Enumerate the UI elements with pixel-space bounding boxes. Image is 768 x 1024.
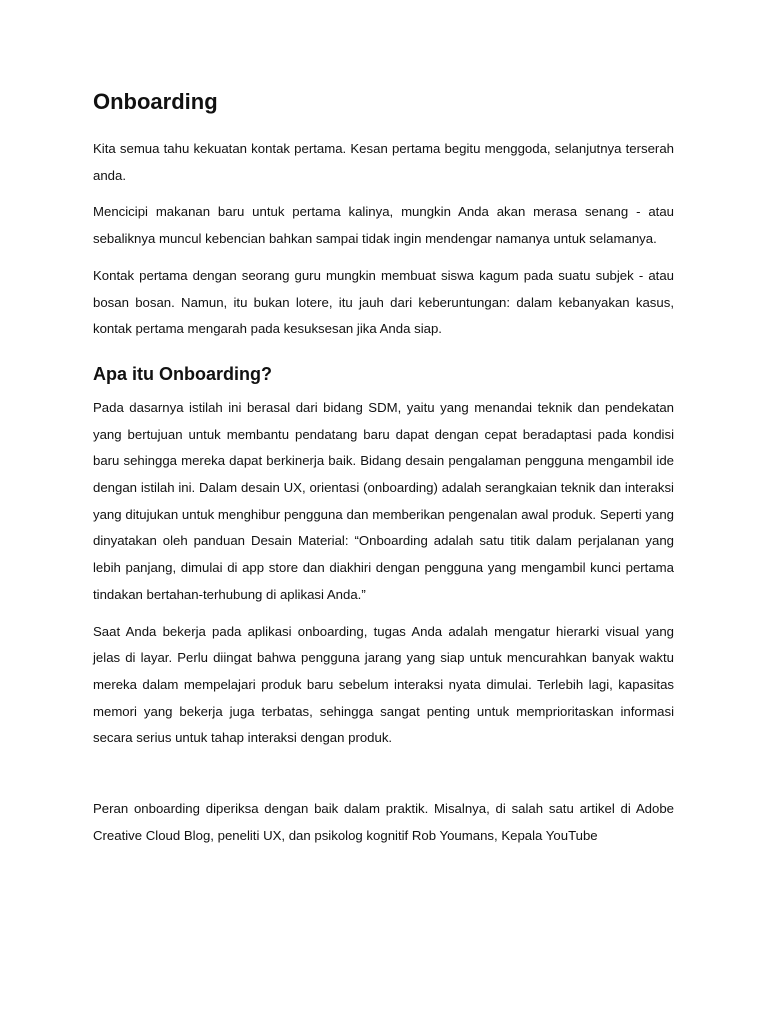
closing-paragraph: Peran onboarding diperiksa dengan baik dalam praktik. Misalnya, di salah satu artikel di Adobe Creative Cloud Blog, peneliti UX, dan psikolog kognitif Rob Youmans, Kepala YouTube xyxy=(93,801,674,843)
intro-paragraph-1: Kita semua tahu kekuatan kontak pertama. Kesan pertama begitu menggoda, selanjutnya terserah anda. xyxy=(93,141,674,183)
section-paragraph-2: Saat Anda bekerja pada aplikasi onboarding, tugas Anda adalah mengatur hierarki visual yang jelas di layar. Perlu diingat bahwa pengguna jarang yang siap untuk mencurahkan banyak waktu mereka dalam mempelajari produk baru sebelum interaksi nyata dimulai. Terlebih lagi, kapasitas memori yang bekerja juga terbatas, sehingga sangat penting untuk memprioritaskan informasi secara serius untuk tahap interaksi dengan produk. xyxy=(93,623,674,746)
intro-paragraph-2: Mencicipi makanan baru untuk pertama kalinya, mungkin Anda akan merasa senang - atau sebaliknya muncul kebencian bahkan sampai tidak ingin mendengar namanya untuk selamanya. xyxy=(93,204,674,247)
paragraph-spacer xyxy=(93,762,674,796)
section-heading: Apa itu Onboarding? xyxy=(93,363,272,384)
intro-paragraph-3: Kontak pertama dengan seorang guru mungkin membuat siswa kagum pada suatu subjek - atau bosan bosan. Namun, itu bukan lotere, itu jauh dari keberuntungan: dalam kebanyakan kasus, kontak pertama mengarah pada kesuksesan jika Anda siap. xyxy=(93,267,674,337)
page-title: Onboarding xyxy=(93,89,218,114)
section-paragraph-1: Pada dasarnya istilah ini berasal dari bidang SDM, yaitu yang menandai teknik dan pendekatan yang bertujuan untuk membantu pendatang baru dapat dengan cepat beradaptasi pada kondisi baru sehingga mereka dapat berkinerja baik. Bidang desain pengalaman pengguna mengambil ide dengan istilah ini. Dalam desain UX, orientasi (onboarding) adalah serangkaian teknik dan interaksi yang ditujukan untuk menghibur pengguna dan memberikan pengenalan awal produk. Seperti yang dinyatakan oleh panduan Desain Material: “Onboarding adalah satu titik dalam perjalanan yang lebih panjang, dimulai di app store dan diakhiri dengan pengguna yang mengambil kunci pertama tindakan bertahan-terhubung di aplikasi Anda.” xyxy=(93,399,674,602)
document-page xyxy=(93,86,674,859)
